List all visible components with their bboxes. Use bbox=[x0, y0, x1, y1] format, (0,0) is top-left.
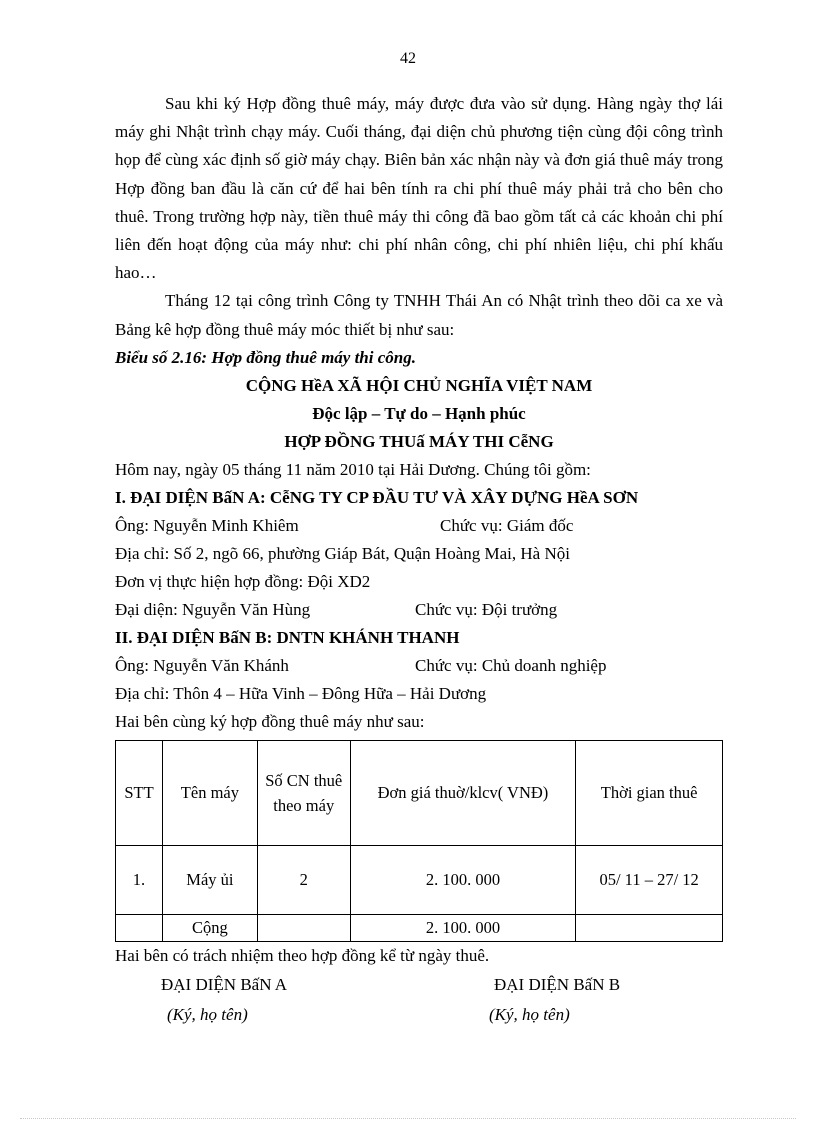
agreement-line: Hai bên cùng ký hợp đồng thuê máy như sau: bbox=[115, 711, 425, 731]
table-header-row bbox=[116, 740, 723, 845]
signature-area bbox=[115, 970, 723, 1030]
table-cell bbox=[576, 914, 723, 941]
party-a-unit: Đơn vị thực hiện hợp đồng: Đội XD2 bbox=[115, 571, 371, 591]
country-heading: CỘNG HềA XÃ HỘI CHỦ NGHĨA VIỆT NAM bbox=[245, 375, 593, 395]
party-a-rep: Đại diện: Nguyễn Văn Hùng bbox=[115, 599, 311, 619]
table-cell: Máy ủi bbox=[162, 845, 257, 914]
party-b-person: Ông: Nguyễn Văn Khánh bbox=[115, 655, 289, 675]
party-a-person-row bbox=[115, 512, 723, 540]
motto-heading: Độc lập – Tự do – Hạnh phúc bbox=[312, 403, 526, 423]
closing-line: Hai bên có trách nhiệm theo hợp đồng kể từ ngày thuê. bbox=[115, 945, 490, 965]
table-cell: 1. bbox=[116, 845, 163, 914]
party-a-address: Địa chỉ: Số 2, ngõ 66, phường Giáp Bát, Quận Hoàng Mai, Hà Nội bbox=[115, 543, 570, 563]
signature-b-hint: (Ký, họ tên) bbox=[489, 1004, 570, 1024]
table-cell: 05/ 11 – 27/ 12 bbox=[576, 845, 723, 914]
contract-title: HỢP ĐỒNG THUấ MÁY THI CễNG bbox=[284, 431, 554, 451]
party-a-rep-title: Chức vụ: Đội trưởng bbox=[415, 599, 558, 619]
column-header: STT bbox=[116, 740, 163, 845]
party-b-address: Địa chỉ: Thôn 4 – Hữa Vinh – Đông Hữa – Hải Dương bbox=[115, 683, 487, 703]
table-cell bbox=[116, 914, 163, 941]
signature-party-a bbox=[115, 970, 445, 1030]
table-cell: 2 bbox=[257, 845, 350, 914]
column-header: Số CN thuê theo máy bbox=[257, 740, 350, 845]
signature-a-hint: (Ký, họ tên) bbox=[167, 1004, 248, 1024]
body-paragraph-1: Sau khi ký Hợp đồng thuê máy, máy được đưa vào sử dụng. Hàng ngày thợ lái máy ghi Nhật trình chạy máy. Cuối tháng, đại diện chủ phương tiện cùng đội công trình họp để cùng xác định số giờ máy chạy. Biên bản xác nhận này và đơn giá thuê máy trong Hợp đồng ban đầu là căn cứ để hai bên tính ra chi phí thuê máy phải trả cho bên cho thuê. Trong trường hợp này, tiền thuê máy thi công đã bao gồm tất cả các khoản chi phí liên đến hoạt động của máy như: chi phí nhân công, chi phí nhiên liệu, chi phí khấu hao… bbox=[115, 94, 723, 283]
party-b-person-row bbox=[115, 652, 723, 680]
party-a-heading: I. ĐẠI DIỆN BấN A: CễNG TY CP ĐẦU TƯ VÀ XÂY DỰNG HềA SƠN bbox=[115, 487, 639, 507]
column-header: Thời gian thuê bbox=[576, 740, 723, 845]
signature-a-label: ĐẠI DIỆN BấN A bbox=[161, 974, 288, 994]
intro-line: Hôm nay, ngày 05 tháng 11 năm 2010 tại Hải Dương. Chúng tôi gồm: bbox=[115, 459, 591, 479]
body-paragraph-2: Tháng 12 tại công trình Công ty TNHH Thái An có Nhật trình theo dõi ca xe và Bảng kê hợp đồng thuê máy móc thiết bị như sau: bbox=[115, 291, 723, 339]
table-cell: 2. 100. 000 bbox=[350, 914, 576, 941]
table-total-row bbox=[116, 914, 723, 941]
page-bottom-divider bbox=[20, 1118, 796, 1119]
signature-party-b bbox=[445, 970, 723, 1030]
table-cell: Cộng bbox=[162, 914, 257, 941]
document-body bbox=[115, 90, 723, 1030]
page-number: 42 bbox=[400, 50, 416, 67]
party-b-person-title: Chức vụ: Chủ doanh nghiệp bbox=[415, 655, 607, 675]
contract-table bbox=[115, 740, 723, 942]
column-header: Tên máy bbox=[162, 740, 257, 845]
table-cell: 2. 100. 000 bbox=[350, 845, 576, 914]
party-a-person-title: Chức vụ: Giám đốc bbox=[440, 515, 574, 535]
column-header: Đơn giá thuờ/klcv( VNĐ) bbox=[350, 740, 576, 845]
party-b-heading: II. ĐẠI DIỆN BấN B: DNTN KHÁNH THANH bbox=[115, 627, 460, 647]
signature-b-label: ĐẠI DIỆN BấN B bbox=[494, 974, 621, 994]
figure-caption: Biểu số 2.16: Hợp đồng thuê máy thi công. bbox=[115, 347, 416, 367]
party-a-person: Ông: Nguyễn Minh Khiêm bbox=[115, 515, 299, 535]
table-row bbox=[116, 845, 723, 914]
table-cell bbox=[257, 914, 350, 941]
party-a-rep-row bbox=[115, 596, 723, 624]
